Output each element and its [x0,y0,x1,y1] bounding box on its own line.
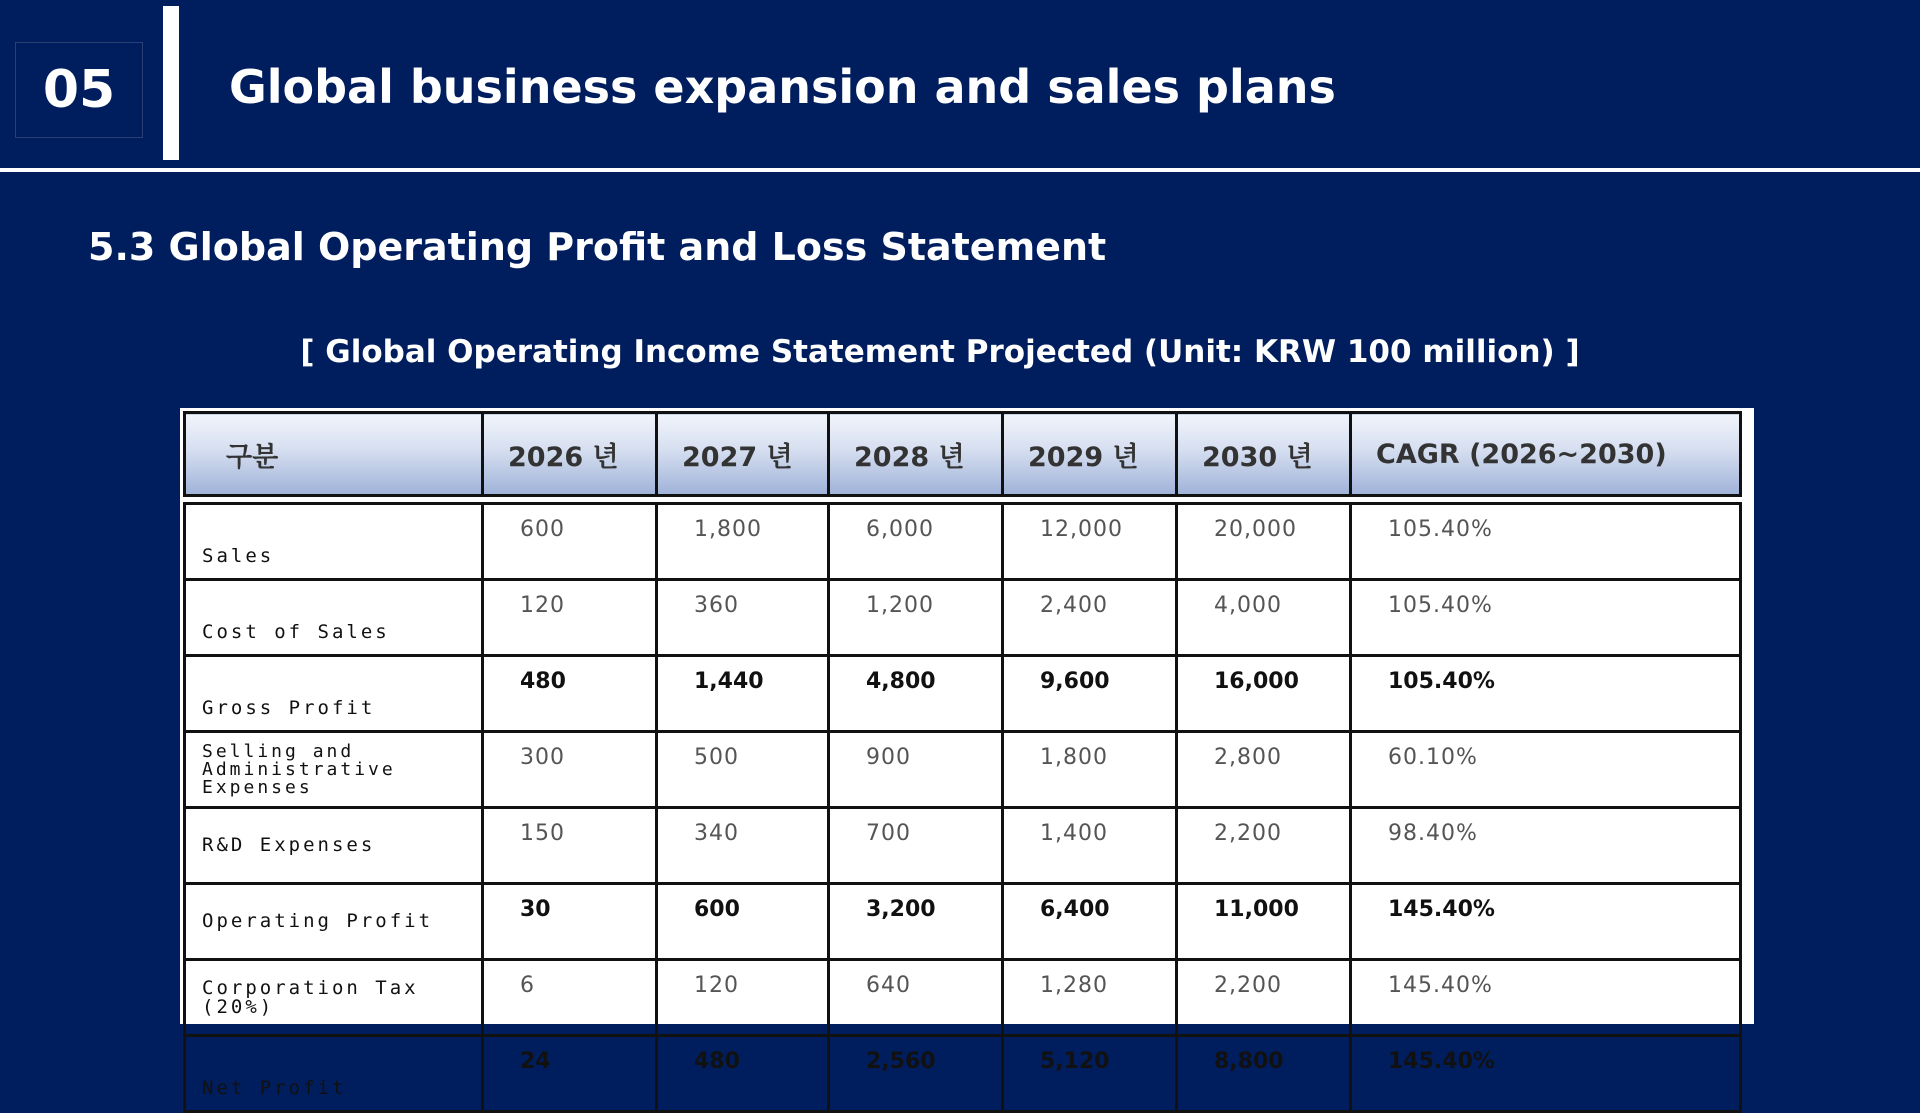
table-row [185,656,1741,732]
table-cell: 1,400 [1003,808,1177,884]
table-cell: 6 [483,960,657,1036]
table-cell: 145.40% [1351,884,1741,960]
table-cell: 12,000 [1003,504,1177,580]
table-cell: 150 [483,808,657,884]
header-2026: 2026 년 [483,413,657,496]
table-cell: 700 [829,808,1003,884]
table-cell: 480 [483,656,657,732]
table-cell: 60.10% [1351,732,1741,808]
header-2029: 2029 년 [1003,413,1177,496]
table-row [185,732,1741,808]
header-rule [0,168,1920,172]
table-cell: 640 [829,960,1003,1036]
header-category: 구분 [185,413,483,496]
table-header-row [185,413,1741,496]
header-cagr: CAGR (2026~2030) [1351,413,1741,496]
table-cell: 360 [657,580,829,656]
table-row [185,504,1741,580]
table-cell: 2,400 [1003,580,1177,656]
page-title: Global business expansion and sales plans [229,60,1336,114]
table-cell: 600 [483,504,657,580]
table-cell: 1,280 [1003,960,1177,1036]
table-cell: 6,400 [1003,884,1177,960]
table-caption-wrap [0,334,1920,370]
row-label: R&D Expenses [185,808,483,884]
table-cell: 11,000 [1177,884,1351,960]
section-subtitle: 5.3 Global Operating Profit and Loss Statement [88,225,1107,269]
table-cell: 2,800 [1177,732,1351,808]
table-cell: 105.40% [1351,580,1741,656]
table-row [185,960,1741,1036]
table-cell: 4,800 [829,656,1003,732]
row-label: Gross Profit [185,656,483,732]
table-cell: 105.40% [1351,504,1741,580]
table-cell: 145.40% [1351,1036,1741,1112]
row-label: Selling and Administrative Expenses [185,732,483,808]
row-label: Operating Profit [185,884,483,960]
row-label: Net Profit [185,1036,483,1112]
row-label: Cost of Sales [185,580,483,656]
table-cell: 1,800 [657,504,829,580]
table-cell: 3,200 [829,884,1003,960]
table-cell: 4,000 [1177,580,1351,656]
table-cell: 1,800 [1003,732,1177,808]
table-cell: 30 [483,884,657,960]
title-divider-bar [163,6,179,160]
header-2030: 2030 년 [1177,413,1351,496]
table-cell: 1,200 [829,580,1003,656]
table-cell: 145.40% [1351,960,1741,1036]
table-cell: 5,120 [1003,1036,1177,1112]
table-cell: 900 [829,732,1003,808]
table-cell: 16,000 [1177,656,1351,732]
table-row [185,808,1741,884]
table-cell: 340 [657,808,829,884]
section-number: 05 [15,42,143,138]
table-cell: 1,440 [657,656,829,732]
row-label: Sales [185,504,483,580]
table-cell: 600 [657,884,829,960]
table-cell: 120 [657,960,829,1036]
table-cell: 300 [483,732,657,808]
table-cell: 2,200 [1177,960,1351,1036]
table-cell: 98.40% [1351,808,1741,884]
table-caption: [ Global Operating Income Statement Projected (Unit: KRW 100 million) ] [300,334,1580,370]
table-cell: 8,800 [1177,1036,1351,1112]
table-cell: 500 [657,732,829,808]
table-cell: 20,000 [1177,504,1351,580]
table-cell: 480 [657,1036,829,1112]
table-row [185,1036,1741,1112]
table-row [185,884,1741,960]
table-cell: 24 [483,1036,657,1112]
header-2028: 2028 년 [829,413,1003,496]
table-cell: 2,560 [829,1036,1003,1112]
table-cell: 6,000 [829,504,1003,580]
table-cell: 9,600 [1003,656,1177,732]
header-2027: 2027 년 [657,413,829,496]
table-cell: 120 [483,580,657,656]
row-label: Corporation Tax (20%) [185,960,483,1036]
table-cell: 2,200 [1177,808,1351,884]
income-statement-table [183,411,1742,1113]
table-row [185,580,1741,656]
table-cell: 105.40% [1351,656,1741,732]
income-statement-table-wrap [180,408,1754,1099]
